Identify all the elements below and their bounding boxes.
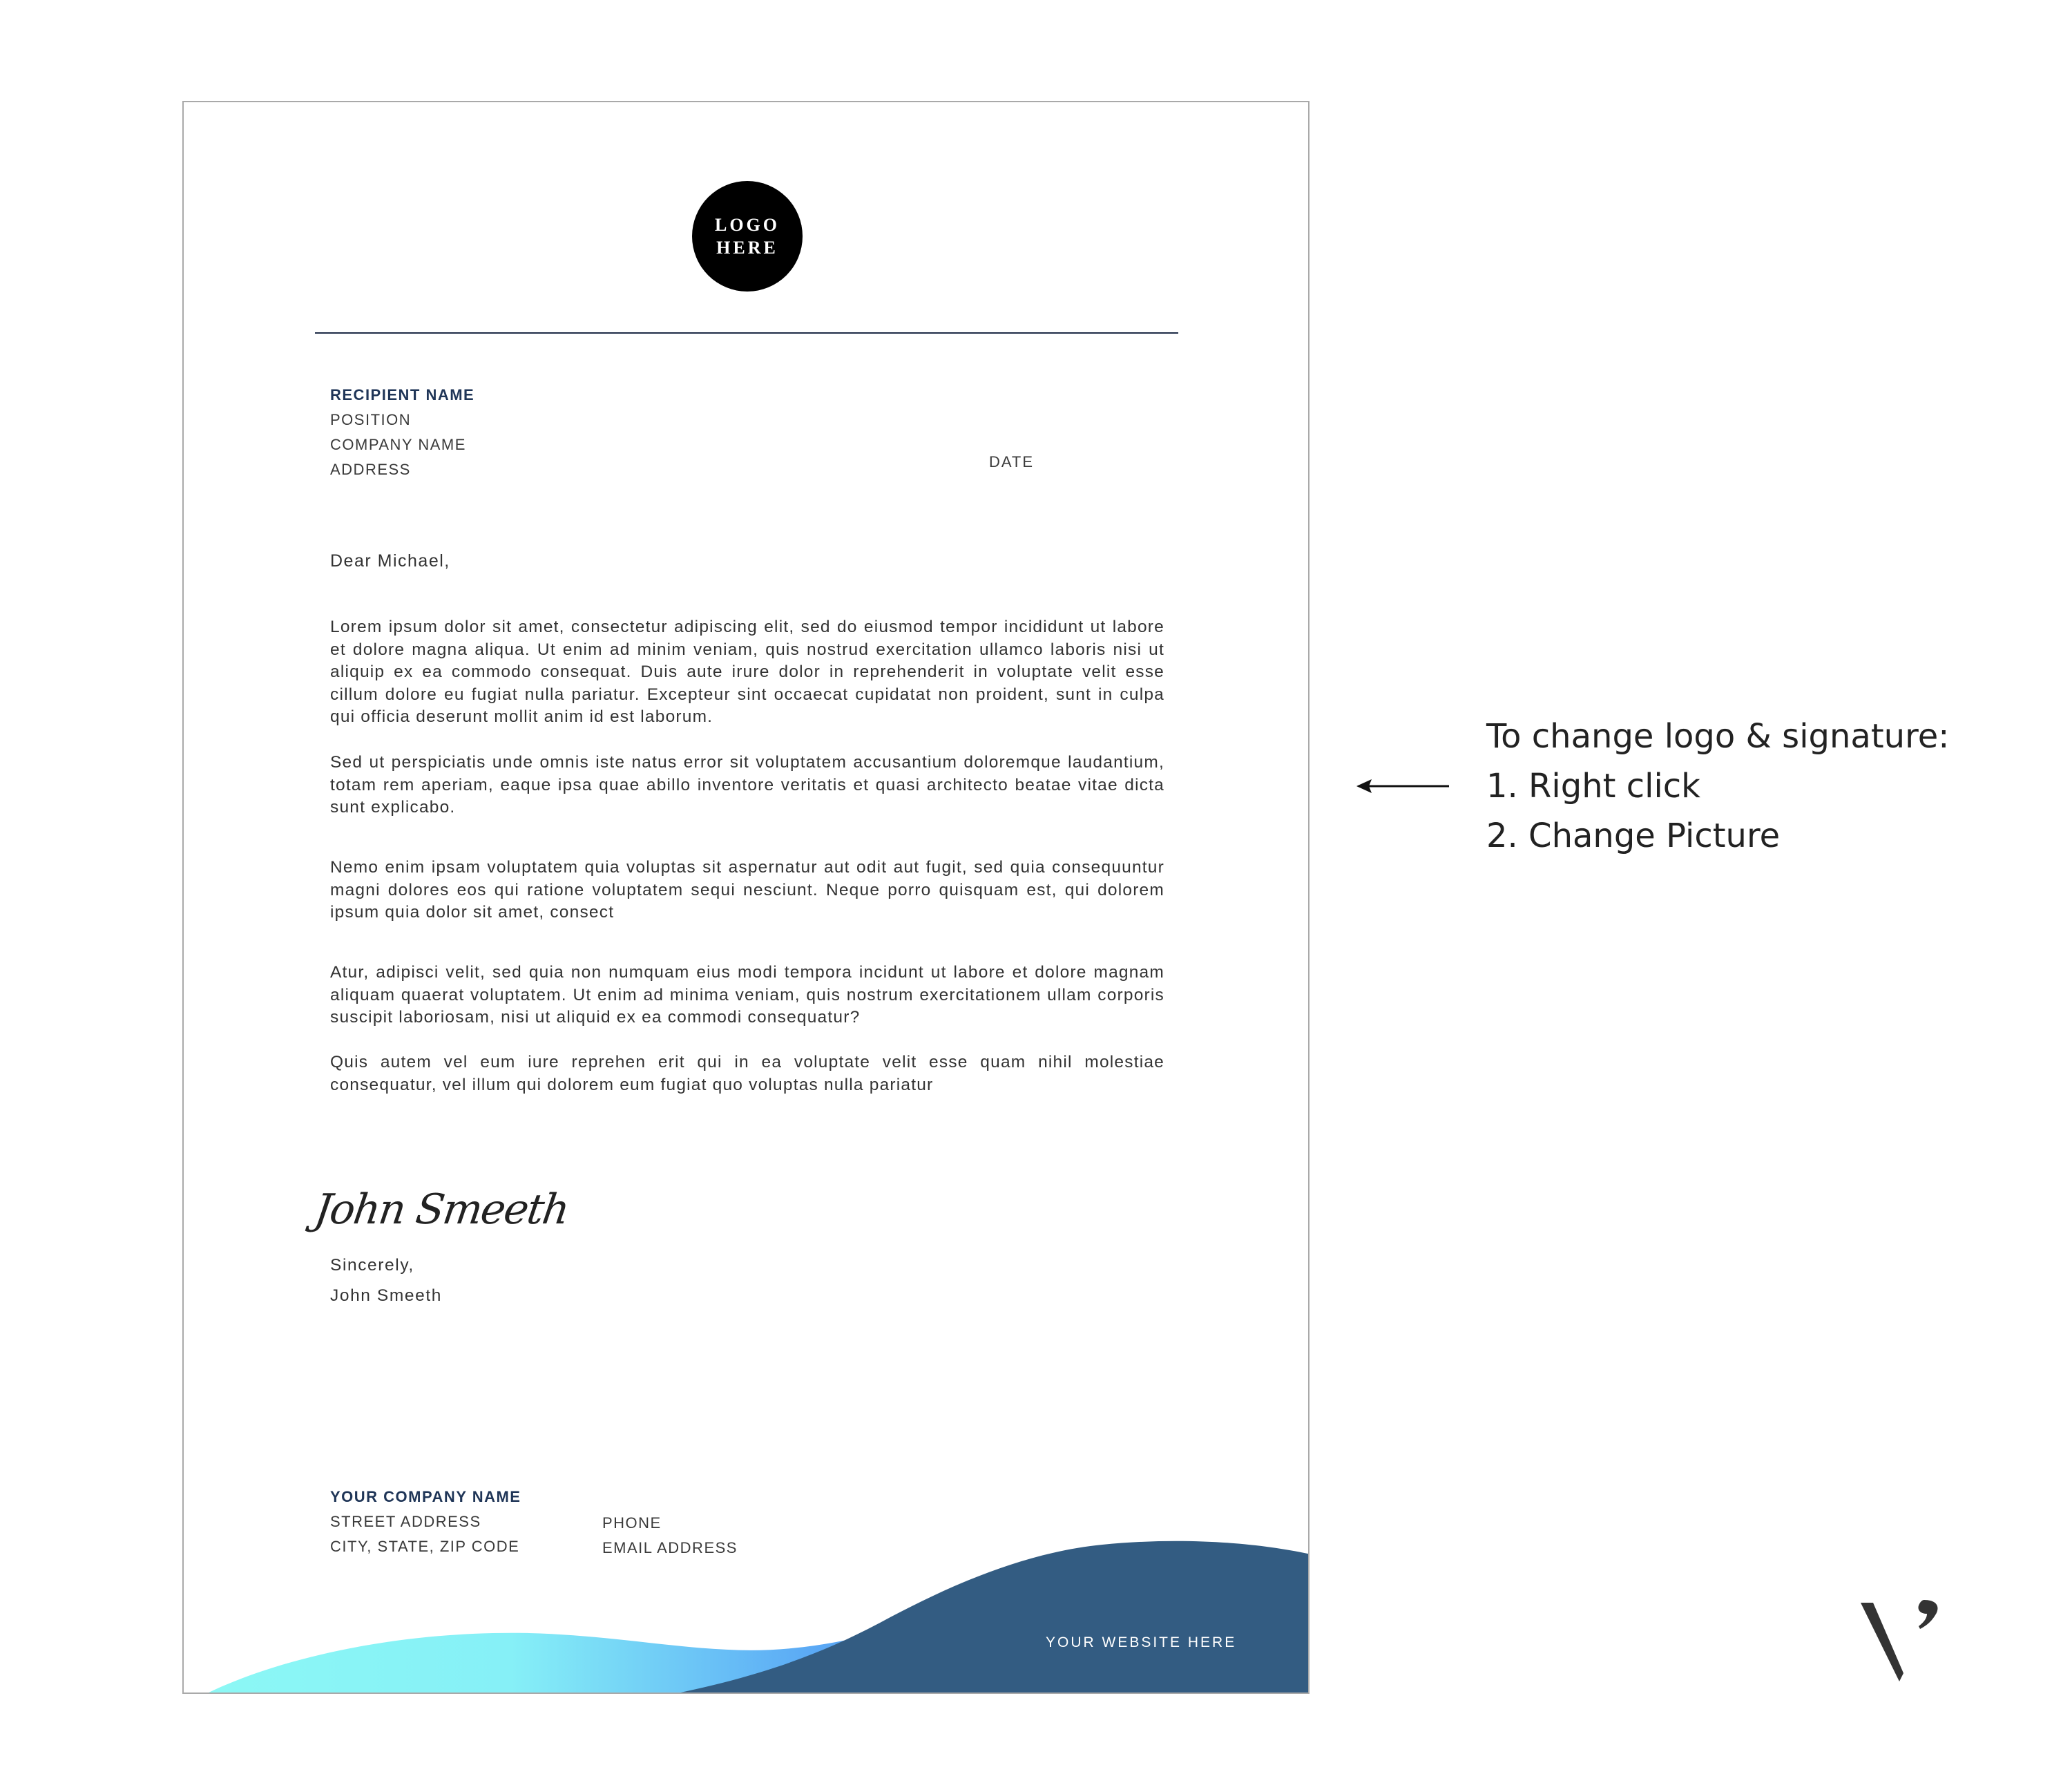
footer-street: STREET ADDRESS (330, 1513, 481, 1530)
recipient-company: COMPANY NAME (330, 436, 466, 453)
recipient-position: POSITION (330, 411, 412, 428)
footer-company-name: YOUR COMPANY NAME (330, 1488, 521, 1505)
logo-placeholder[interactable] (692, 181, 803, 292)
footer-website[interactable]: YOUR WEBSITE HERE (1046, 1634, 1237, 1650)
logo-line-2: HERE (716, 238, 778, 258)
body-paragraph-5: Quis autem vel eum iure reprehen erit qui in ea voluptate velit esse quam nihil molestiae consequatur, vel illum qui dolorem eum fugiat quo voluptas nulla pariatur (330, 1053, 1164, 1094)
signature-image[interactable]: John Smeeth (311, 1185, 572, 1234)
body-paragraph-1: Lorem ipsum dolor sit amet, consectetur adipiscing elit, sed do eiusmod tempor incididunt ut labore et dolore magna aliqua. Ut enim ad minim veniam, quis nostrud exercitation ullamco laboris nisi ut aliquip ex ea commodo consequat. Duis aute irure dolor in reprehenderit in voluptate velit esse cillum dolore eu fugiat nulla pariatur. Excepteur sint occaecat cupidatat non proident, sunt in culpa qui officia deserunt mollit anim id est laborum. (330, 618, 1164, 726)
logo-line-1: LOGO (714, 215, 780, 235)
instructions-panel (1486, 712, 1949, 861)
body-paragraph-2: Sed ut perspiciatis unde omnis iste natus error sit voluptatem accusantium doloremque laudantium, totam rem aperiam, eaque ipsa quae abillo inventore veritatis et quasi architecto beatae vitae dicta sunt explicabo. (330, 753, 1164, 817)
recipient-name: RECIPIENT NAME (330, 386, 475, 403)
footer-wave (184, 1470, 1310, 1694)
footer-email: EMAIL ADDRESS (602, 1539, 738, 1556)
instructions-step-2: 2. Change Picture (1486, 817, 1781, 855)
closing: Sincerely, (330, 1256, 414, 1275)
body-paragraph-4: Atur, adipisci velit, sed quia non numquam eius modi tempora incidunt ut labore et dolore magnam aliquam quaerat voluptatem. Ut enim ad minima veniam, quis nostrum exercitationem ullam corporis suscipit laboriosam, nisi ut aliquid ex ea commodi consequatur? (330, 963, 1164, 1027)
brand-logo-icon (1861, 1600, 1944, 1681)
left-arrow-icon (1355, 774, 1452, 799)
footer-phone: PHONE (602, 1514, 662, 1532)
letter-date: DATE (989, 453, 1035, 470)
letterhead-page (182, 101, 1310, 1694)
instructions-title: To change logo & signature: (1486, 717, 1950, 756)
sender-name: John Smeeth (330, 1286, 442, 1305)
recipient-address: ADDRESS (330, 461, 411, 478)
salutation: Dear Michael, (330, 551, 450, 571)
instructions-step-1: 1. Right click (1486, 767, 1700, 805)
header-divider (315, 332, 1178, 334)
footer-city: CITY, STATE, ZIP CODE (330, 1538, 520, 1555)
body-paragraph-3: Nemo enim ipsam voluptatem quia voluptas sit aspernatur aut odit aut fugit, sed quia consequuntur magni dolores eos qui ratione voluptatem sequi nesciunt. Neque porro quisquam est, qui dolorem ipsum quia dolor sit amet, consect (330, 858, 1164, 922)
